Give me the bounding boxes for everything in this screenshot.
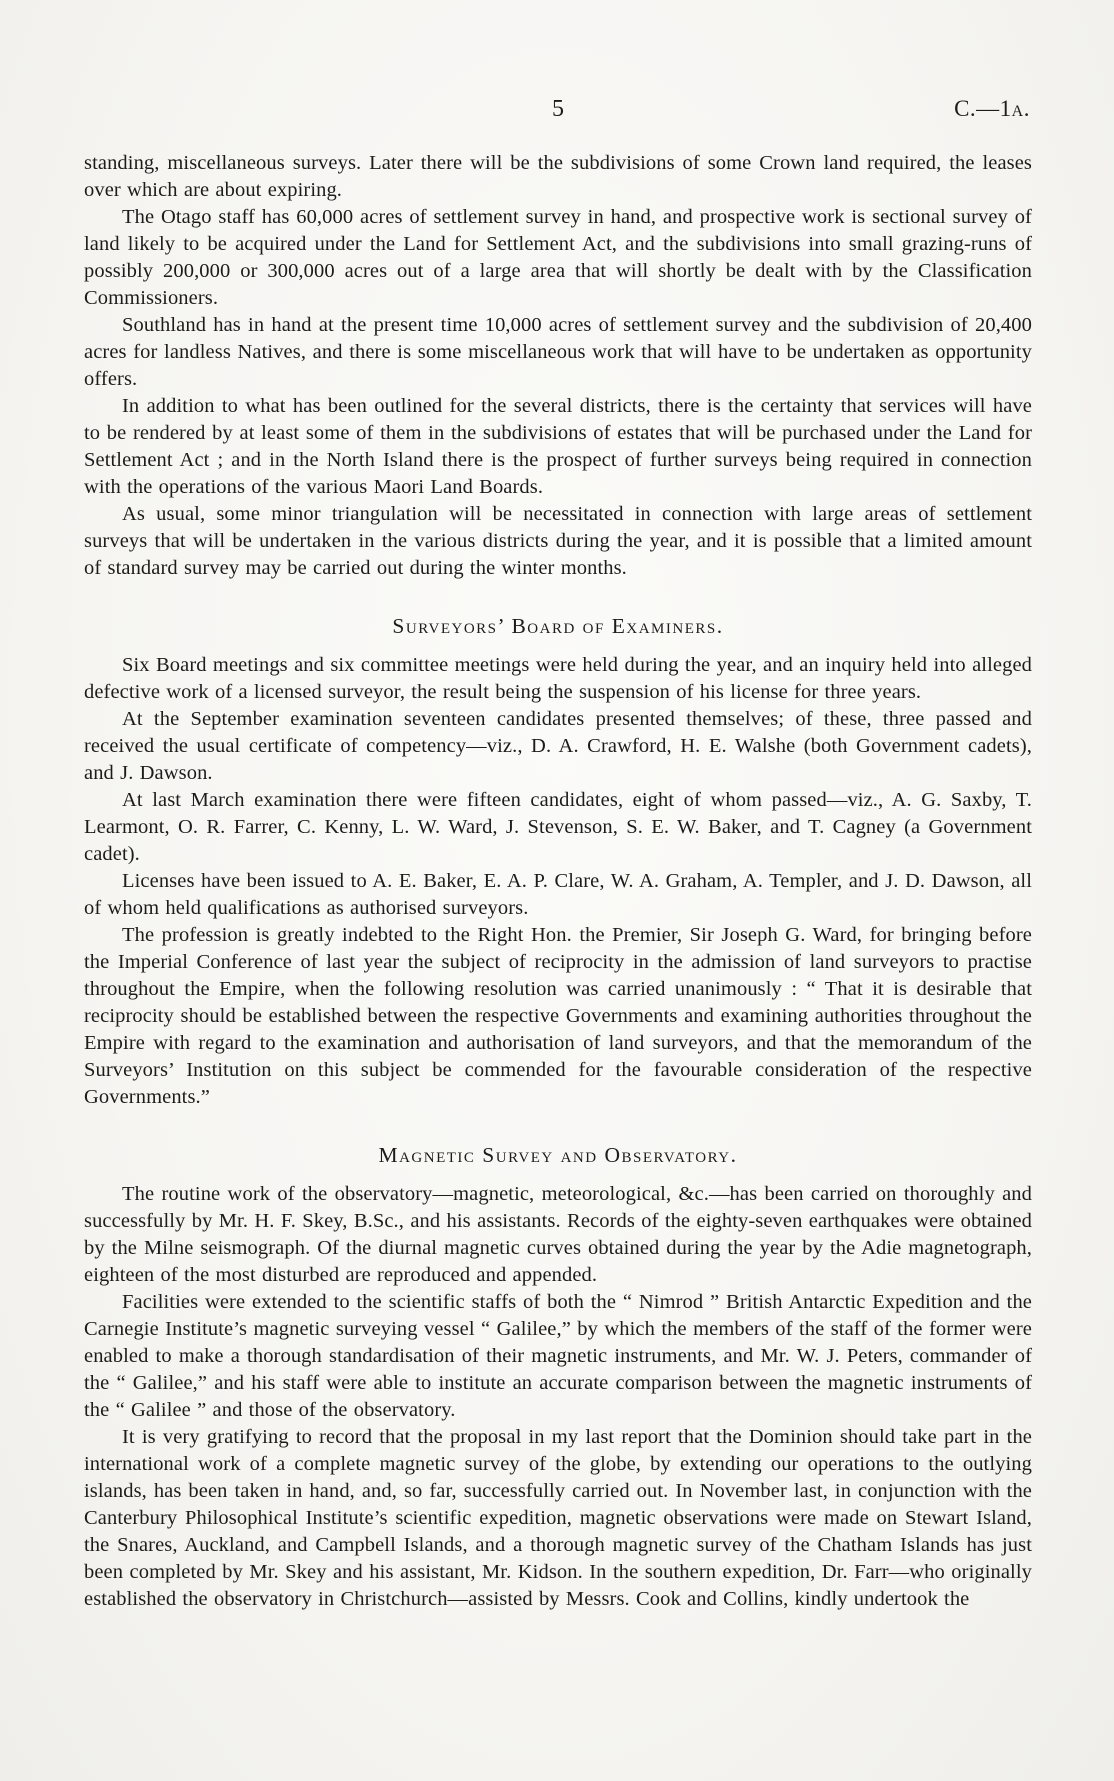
paragraph: Southland has in hand at the present time 10,000 acres of settlement survey and the subdivision of 20,400 acres for landless Natives, and there is some miscellaneous work that will have to be undertaken as opportunity offers. [84, 314, 1032, 390]
document-body [84, 150, 1032, 1613]
page-number: 5 [552, 96, 564, 122]
paragraph: The routine work of the observatory—magnetic, meteorological, &c.—has been carried on thoroughly and successfully by Mr. H. F. Skey, B.Sc., and his assistants. Records of the eighty-seven earthquakes were obtained by the Milne seismograph. Of the diurnal magnetic curves obtained during the year by the Adie magnetograph, eighteen of the most disturbed are reproduced and appended. [84, 1183, 1032, 1286]
paragraph: standing, miscellaneous surveys. Later there will be the subdivisions of some Crown land required, the leases over which are about expiring. [84, 152, 1032, 201]
paragraph: The profession is greatly indebted to the Right Hon. the Premier, Sir Joseph G. Ward, for bringing before the Imperial Conference of last year the subject of reciprocity in the admission of land surveyors to practise throughout the Empire, when the following resolution was carried unanimously : “ That it is desirable that reciprocity should be established between the respective Governments and examining authorities throughout the Empire with regard to the examination and authorisation of land surveyors, and that the memorandum of the Surveyors’ Institution on this subject be commended for the favourable consideration of the respective Governments.” [84, 924, 1032, 1108]
paragraph: Facilities were extended to the scientific staffs of both the “ Nimrod ” British Antarctic Expedition and the Carnegie Institute’s magnetic surveying vessel “ Galilee,” by which the members of the staff of the former were enabled to make a thorough standardisation of their magnetic instruments, and Mr. W. J. Peters, commander of the “ Galilee,” and his staff were able to institute an accurate comparison between the magnetic instruments of the “ Galilee ” and those of the observatory. [84, 1291, 1032, 1421]
paragraph: As usual, some minor triangulation will be necessitated in connection with large areas of settlement surveys that will be undertaken in the various districts during the year, and it is possible that a limited amount of standard survey may be carried out during the winter months. [84, 503, 1032, 579]
document-reference: C.—1a. [954, 96, 1030, 121]
paragraph: At the September examination seventeen candidates presented themselves; of these, three passed and received the usual certificate of competency—viz., D. A. Crawford, H. E. Walshe (both Government cadets), and J. Dawson. [84, 708, 1032, 784]
paragraph: It is very gratifying to record that the proposal in my last report that the Dominion should take part in the international work of a complete magnetic survey of the globe, by extending our operations to the outlying islands, has been taken in hand, and, so far, successfully carried out. In November last, in conjunction with the Canterbury Philosophical Institute’s scientific expedition, magnetic observations were made on Stewart Island, the Snares, Auckland, and Campbell Islands, and a thorough magnetic survey of the Chatham Islands has just been completed by Mr. Skey and his assistant, Mr. Kidson. In the southern expedition, Dr. Farr—who originally established the observatory in Christchurch—assisted by Messrs. Cook and Collins, kindly undertook the [84, 1426, 1032, 1610]
page-header [84, 96, 1032, 126]
section-heading: Surveyors’ Board of Examiners. [392, 614, 724, 638]
paragraph: Licenses have been issued to A. E. Baker, E. A. P. Clare, W. A. Graham, A. Templer, and J. D. Dawson, all of whom held qualifications as authorised surveyors. [84, 870, 1032, 919]
paragraph: The Otago staff has 60,000 acres of settlement survey in hand, and prospective work is sectional survey of land likely to be acquired under the Land for Settlement Act, and the subdivisions into small grazing-runs of possibly 200,000 or 300,000 acres out of a large area that will shortly be dealt with by the Classification Commissioners. [84, 206, 1032, 309]
section-heading: Magnetic Survey and Observatory. [378, 1143, 738, 1167]
paragraph: Six Board meetings and six committee meetings were held during the year, and an inquiry held into alleged defective work of a licensed surveyor, the result being the suspension of his license for three years. [84, 654, 1032, 703]
paragraph: At last March examination there were fifteen candidates, eight of whom passed—viz., A. G. Saxby, T. Learmont, O. R. Farrer, C. Kenny, L. W. Ward, J. Stevenson, S. E. W. Baker, and T. Cagney (a Government cadet). [84, 789, 1032, 865]
paragraph: In addition to what has been outlined for the several districts, there is the certainty that services will have to be rendered by at least some of them in the subdivisions of estates that will be purchased under the Land for Settlement Act ; and in the North Island there is the prospect of further surveys being required in connection with the operations of the various Maori Land Boards. [84, 395, 1032, 498]
